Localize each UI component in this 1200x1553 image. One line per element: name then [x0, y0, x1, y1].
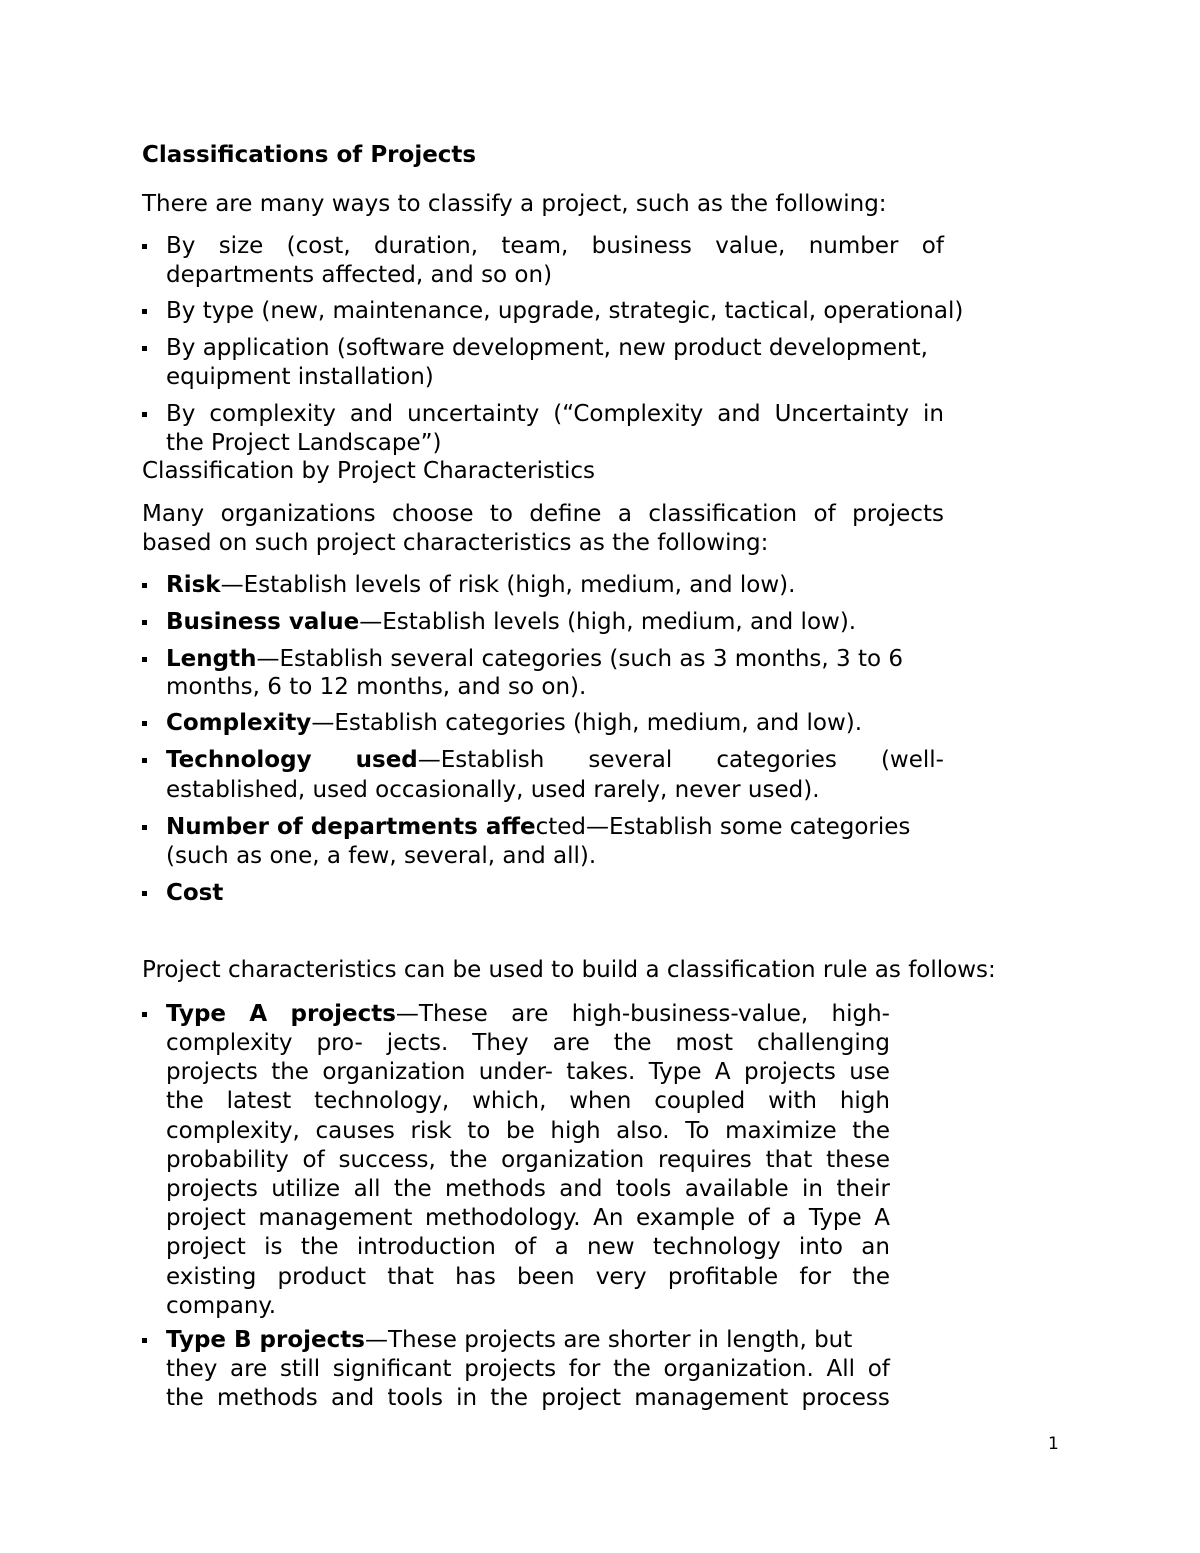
word: success, [338, 1146, 436, 1173]
paragraph-line [166, 1028, 890, 1058]
word: organizations [220, 501, 376, 527]
word: high [550, 1117, 601, 1144]
word: By [166, 401, 196, 427]
list-item [166, 878, 223, 908]
word: the [449, 1146, 488, 1173]
word: when [569, 1088, 632, 1115]
word: To [685, 1117, 710, 1144]
word: most [675, 1030, 733, 1056]
word: Type [808, 1205, 862, 1232]
word: utilize [271, 1176, 341, 1202]
word: under- [478, 1059, 553, 1086]
list-item [166, 607, 856, 637]
paragraph-line: based on such project characteristics as the following: [142, 530, 769, 556]
word: high [839, 1088, 890, 1115]
word: number [808, 233, 899, 259]
word: a [617, 501, 632, 527]
word: and [717, 401, 761, 427]
word: existing [166, 1263, 257, 1290]
term: Cost [166, 880, 224, 906]
list-item: By application (software development, new product development, [166, 335, 928, 361]
word: project [166, 1205, 246, 1232]
word: of [747, 1205, 770, 1232]
word: latest [226, 1088, 292, 1115]
word: A [249, 1001, 268, 1027]
paragraph-line [166, 1116, 890, 1146]
word: the [393, 1176, 432, 1202]
list-item-continuation: months, 6 to 12 months, and so on). [166, 674, 587, 700]
description: —Establish several categories (such as 3 months, 3 to 6 [256, 646, 903, 672]
list-item-continuation: established, used occasionally, used rarely, never used). [166, 777, 820, 803]
word: tools [615, 1176, 672, 1202]
paragraph: Project characteristics can be used to build a classification rule as follows: [142, 957, 996, 983]
word: coupled [654, 1088, 746, 1115]
word: probability [166, 1146, 289, 1173]
word: uncertainty [407, 401, 540, 427]
word: (well- [880, 747, 944, 773]
term: Complexity [166, 710, 312, 736]
word: methodology. [424, 1205, 581, 1232]
word: several [588, 747, 673, 773]
word: business [591, 233, 692, 259]
word: duration, [373, 233, 479, 259]
paragraph-line [142, 499, 944, 529]
word: A [874, 1205, 890, 1232]
page-title: Classifications of Projects [142, 142, 477, 168]
term: Number of departments affe [166, 814, 536, 840]
list-item-continuation: departments affected, and so on) [166, 262, 553, 288]
word: into [798, 1234, 843, 1261]
word: projects—These [290, 1001, 488, 1027]
word: example [635, 1205, 735, 1232]
paragraph-line [166, 1383, 890, 1413]
word: organization [322, 1059, 466, 1086]
description: —Establish categories (high, medium, and low). [311, 710, 863, 736]
word: process [801, 1385, 890, 1411]
word: complexity [209, 401, 336, 427]
word: management [258, 1205, 413, 1232]
word: tools [387, 1385, 443, 1411]
list-item [166, 999, 890, 1029]
word: value, [715, 233, 786, 259]
word: define [529, 501, 602, 527]
page-number: 1 [1048, 1434, 1059, 1454]
word: are [511, 1001, 549, 1027]
word: requires [658, 1146, 752, 1173]
word: projects [166, 1176, 258, 1202]
word: causes [315, 1117, 395, 1144]
word: and [559, 1176, 603, 1202]
word: is [264, 1234, 283, 1261]
word: available [684, 1176, 789, 1202]
word: with [768, 1088, 817, 1115]
justified-line [166, 399, 944, 429]
term: Business value [166, 609, 360, 635]
word: methods [445, 1176, 546, 1202]
word: classification [648, 501, 798, 527]
justified-line [142, 499, 944, 529]
list-item [166, 231, 944, 261]
word: still [279, 1356, 321, 1382]
word: which, [472, 1088, 547, 1115]
word: of [921, 233, 944, 259]
word: in [922, 401, 944, 427]
word: new [587, 1234, 635, 1261]
list-item [166, 708, 862, 738]
word: takes. [566, 1059, 636, 1086]
word: a [554, 1234, 569, 1261]
word: size [218, 233, 264, 259]
word: an [861, 1234, 890, 1261]
word: Type [166, 1001, 227, 1027]
word: profitable [667, 1263, 779, 1290]
word: also. [616, 1117, 670, 1144]
word: challenging [756, 1030, 890, 1056]
word: all [353, 1176, 381, 1202]
word: the [613, 1356, 651, 1382]
word: projects [744, 1059, 836, 1086]
word: and [349, 401, 394, 427]
word: the [166, 1385, 204, 1411]
word: methods [216, 1385, 318, 1411]
term: Risk [166, 572, 221, 598]
word: of [514, 1234, 537, 1261]
list-item [166, 570, 795, 600]
paragraph-line [166, 1203, 890, 1233]
word: very [595, 1263, 647, 1290]
word: choose [391, 501, 474, 527]
word: are [230, 1356, 268, 1382]
word: of [302, 1146, 325, 1173]
word: their [836, 1176, 890, 1202]
list-item-continuation: (such as one, a few, several, and all). [166, 843, 597, 869]
word: the [300, 1234, 339, 1261]
paragraph-line [166, 1354, 890, 1384]
word: are [552, 1030, 590, 1056]
word: they [166, 1356, 218, 1382]
word: risk [410, 1117, 452, 1144]
paragraph-line [166, 1174, 890, 1204]
list-item [166, 745, 944, 775]
word: project [541, 1385, 622, 1411]
word: management [634, 1385, 789, 1411]
word: (“Complexity [553, 401, 704, 427]
word: in [456, 1385, 478, 1411]
word: a [782, 1205, 797, 1232]
word: They [472, 1030, 529, 1056]
word: Technology [166, 747, 312, 773]
word: (cost, [286, 233, 351, 259]
word: for [568, 1356, 601, 1382]
paragraph-line [166, 1057, 890, 1087]
word: has [455, 1263, 496, 1290]
word: complexity [166, 1030, 293, 1056]
list-item [166, 1325, 852, 1355]
word: these [826, 1146, 890, 1173]
word: projects [464, 1356, 557, 1382]
list-item [166, 399, 944, 429]
word: high-business-value, [571, 1001, 809, 1027]
intro-paragraph: There are many ways to classify a project, such as the following: [142, 191, 887, 217]
word: pro- [316, 1030, 363, 1056]
word: organization [501, 1146, 645, 1173]
list-item [166, 644, 903, 674]
word: the [852, 1117, 890, 1144]
word: product [277, 1263, 367, 1290]
word: of [867, 1356, 890, 1382]
word: that [387, 1263, 434, 1290]
word: the [490, 1385, 529, 1411]
word: be [506, 1117, 535, 1144]
word: maximize [725, 1117, 837, 1144]
word: high- [831, 1001, 890, 1027]
list-item-continuation: the Project Landscape”) [166, 430, 442, 456]
list-item: By type (new, maintenance, upgrade, strategic, tactical, operational) [166, 298, 964, 324]
word: categories [716, 747, 837, 773]
word: and [330, 1385, 375, 1411]
list-item [166, 812, 910, 842]
word: By [166, 233, 196, 259]
word: organization. [663, 1356, 814, 1382]
description: —Establish levels (high, medium, and low). [359, 609, 857, 635]
word: project [166, 1234, 246, 1261]
word: for [799, 1263, 832, 1290]
paragraph-line [166, 1262, 890, 1292]
description: —Establish levels of risk (high, medium, and low). [220, 572, 796, 598]
word: the [166, 1088, 204, 1115]
word: in [802, 1176, 823, 1202]
paragraph-line: company. [166, 1292, 277, 1319]
word: Uncertainty [774, 401, 909, 427]
word: projects [166, 1059, 258, 1086]
word: An [593, 1205, 624, 1232]
word: A [714, 1059, 731, 1086]
word: projects [852, 501, 944, 527]
word: technology, [314, 1088, 450, 1115]
term: Type B projects [166, 1327, 365, 1353]
paragraph-line [166, 1145, 890, 1175]
word: Many [142, 501, 205, 527]
word: use [849, 1059, 890, 1086]
word: complexity, [166, 1117, 300, 1144]
description: —These projects are shorter in length, but [364, 1327, 853, 1353]
list-item-continuation: equipment installation) [166, 364, 434, 390]
word: All [826, 1356, 856, 1382]
word: jects. [386, 1030, 449, 1056]
term: Length [166, 646, 257, 672]
word: of [813, 501, 836, 527]
word: the [613, 1030, 652, 1056]
word: team, [501, 233, 569, 259]
word: technology [652, 1234, 781, 1261]
word: the [852, 1263, 890, 1290]
word: to [489, 501, 513, 527]
paragraph-line [166, 1232, 890, 1262]
word: that [765, 1146, 813, 1173]
word: introduction [356, 1234, 496, 1261]
subheading: Classification by Project Characteristics [142, 458, 595, 484]
description: cted—Establish some categories [535, 814, 911, 840]
word: Type [648, 1059, 702, 1086]
word: used—Establish [355, 747, 545, 773]
justified-line [166, 231, 944, 261]
word: significant [332, 1356, 452, 1382]
word: the [271, 1059, 309, 1086]
justified-line [166, 999, 890, 1029]
word: to [467, 1117, 491, 1144]
paragraph-line [166, 1086, 890, 1116]
word: been [517, 1263, 575, 1290]
justified-line [166, 745, 944, 775]
